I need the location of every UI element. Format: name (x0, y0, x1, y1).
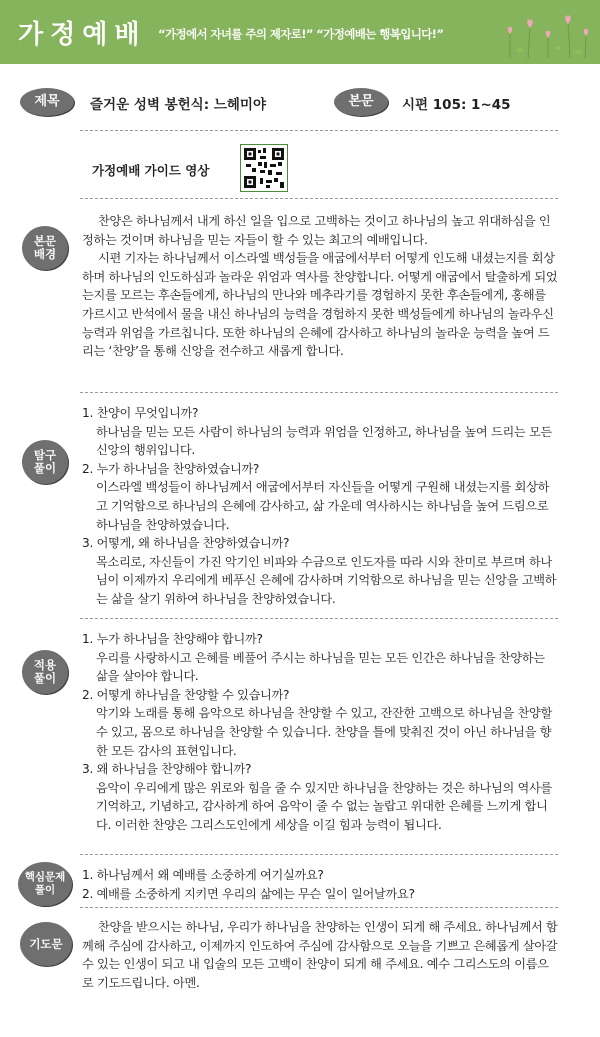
question: 3. 어떻게, 왜 하나님을 찬양하였습니까? (82, 536, 290, 551)
background-paragraph: 시편 기자는 하나님께서 이스라엘 백성들을 애굽에서부터 어떻게 인도해 내셨는지를 회상하며 하나님의 인도하심과 놀라운 위엄과 역사를 찬양합니다. 어떻게 애굽에서 탈출하게 되었는지를 모르는 후손들에게, 하나님의 만나와 메추라기를 경험하지 못한 후손들에게, 홍해를 가르시고 반석에서 물을 내신 하나님의 능력을 경험하지 못한 백성들에게 하나님의 놀라우신 능력과 위엄을 가르칩니다. 또한 하나님의 은혜에 감사하고 하나님의 놀라운 능력을 높여 드리는 ‘찬양’을 통해 신앙을 전수하고 새롭게 합니다. (82, 251, 558, 359)
answer: 목소리로, 자신들이 가진 악기인 비파와 수금으로 인도자를 따라 시와 찬미로 부르며 하나님이 이제까지 우리에게 베푸신 은혜에 감사하며 기억함으로 하나님을 믿는 신앙을 고백하는 삶을 살기 위하여 하나님을 찬양하였습니다. (96, 554, 557, 606)
prayer-tag: 기도문 (20, 922, 72, 966)
qr-code-icon[interactable] (240, 144, 288, 192)
divider (80, 854, 558, 855)
key-question: 2. 예배를 소중하게 지키면 우리의 삶에는 무슨 일이 일어날까요? (82, 886, 415, 901)
divider (80, 618, 558, 619)
key-question: 1. 하나님께서 왜 예배를 소중하게 여기실까요? (82, 868, 324, 882)
question: 3. 왜 하나님을 찬양해야 합니까? (82, 762, 252, 777)
background-tag: 본문 배경 (22, 226, 68, 270)
divider (80, 392, 558, 393)
question: 1. 누가 하나님을 찬양해야 합니까? (82, 632, 263, 646)
background-section (82, 212, 558, 361)
explore-tag: 탐구 풀이 (22, 440, 68, 484)
explore-section (82, 404, 558, 609)
answer: 음악이 우리에게 많은 위로와 힘을 줄 수 있지만 하나님을 찬양하는 것은 하나님의 역사를 기억하고, 기념하고, 감사하게 하여 음악이 줄 수 없는 놀랍고 위대한 은혜를 느끼게 합니다. 이러한 찬양은 그리스도인에게 세상을 이길 힘과 능력이 됩니다. (96, 780, 552, 832)
passage-tag: 본문 (334, 88, 388, 116)
page-header (0, 0, 600, 64)
answer: 우리를 사랑하시고 은혜를 베풀어 주시는 하나님을 믿는 모든 인간은 하나님을 찬양하는 삶을 살아야 합니다. (96, 650, 545, 684)
question: 2. 누가 하나님을 찬양하였습니까? (82, 461, 260, 476)
answer: 악기와 노래를 통해 음악으로 하나님을 찬양할 수 있고, 잔잔한 고백으로 하나님을 찬양할 수 있고, 몸으로 하나님을 찬양할 수 있습니다. 찬양을 틀에 맞춰진 것이 아닌 하나님을 향한 모든 감사의 표현입니다. (96, 706, 552, 758)
title-tag: 제목 (20, 88, 74, 116)
key-question-tag: 핵심문제 풀이 (18, 862, 72, 906)
guide-video-label: 가정예배 가이드 영상 (92, 163, 210, 178)
prayer-text: 찬양을 받으시는 하나님, 우리가 하나님을 찬양하는 인생이 되게 해 주세요. 하나님께서 함께해 주심에 감사하고, 이제까지 인도하여 주심에 감사함으로 오늘을 기쁘고 은혜롭게 살아갈 수 있는 인생이 되고 내 입술의 모든 고백이 찬양이 되게 해 주세요. 예수 그리스도의 이름으로 기도드립니다. 아멘. (82, 920, 558, 990)
key-section (82, 866, 558, 903)
divider (80, 907, 558, 908)
page-title: 가정예배 (18, 20, 147, 50)
title-value: 즐거운 성벽 봉헌식: 느헤미야 (90, 97, 266, 113)
prayer-section (82, 918, 558, 992)
passage-value: 시편 105: 1~45 (402, 97, 511, 113)
answer: 이스라엘 백성들이 하나님께서 애굽에서부터 자신들을 어떻게 구원해 내셨는지를 회상하고 기억함으로 하나님의 은혜에 감사하고, 삶 가운데 역사하시는 하나님을 높여 드림으로 하나님을 찬양하였습니다. (96, 480, 550, 532)
divider (80, 130, 558, 131)
answer: 하나님을 믿는 모든 사람이 하나님의 능력과 위엄을 인정하고, 하나님을 높여 드리는 모든 신앙의 행위입니다. (96, 424, 552, 458)
background-paragraph: 찬양은 하나님께서 내게 하신 일을 입으로 고백하는 것이고 하나님의 높고 위대하심을 인정하는 것이며 하나님을 믿는 자들이 할 수 있는 최고의 예배입니다. (82, 214, 551, 247)
apply-section (82, 630, 558, 835)
question: 2. 어떻게 하나님을 찬양할 수 있습니까? (82, 687, 290, 702)
header-slogan: “가정에서 자녀를 주의 제자로!” “가정예배는 행복입니다!” (158, 27, 444, 41)
question: 1. 찬양이 무엇입니까? (82, 406, 199, 420)
apply-tag: 적용 풀이 (22, 650, 68, 694)
divider (80, 198, 558, 199)
tulip-decoration-icon (490, 12, 600, 60)
